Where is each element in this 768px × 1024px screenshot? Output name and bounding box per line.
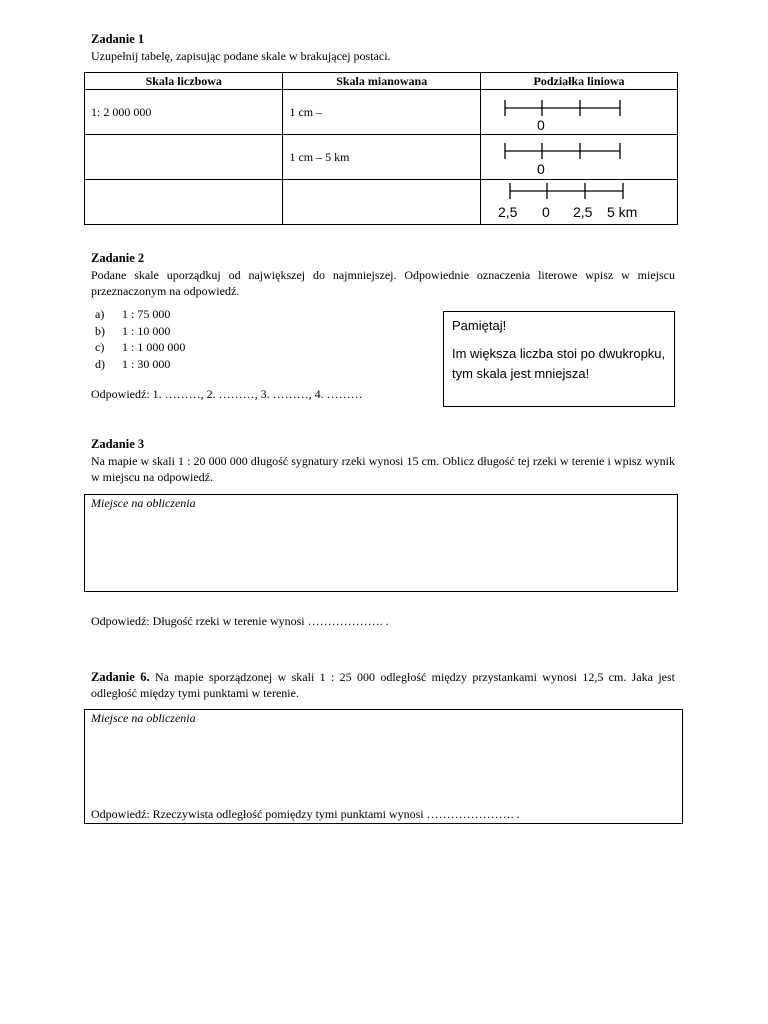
reminder-text: Im większa liczba stoi po dwukropku, tym skala jest mniejsza! [452,346,666,381]
linear-scale-bar [481,180,677,224]
calculation-area-label: Miejsce na obliczenia [91,496,196,510]
task3-instruction: Na mapie w skali 1 : 20 000 000 długość sygnatury rzeki wynosi 15 cm. Oblicz długość tej rzeki w terenie i wpisz wynik w miejscu na odpowiedź. [91,454,675,484]
task3-title: Zadanie 3 [91,437,145,451]
task2-answer[interactable]: Odpowiedź: 1. ………, 2. ………, 3. ………, 4. ……… [91,387,363,401]
cell-named[interactable]: 1 cm – 5 km [283,135,481,180]
scale-label: 2,5 [572,204,593,220]
table-row [85,135,678,180]
calculation-area[interactable] [84,494,678,592]
table-row [85,90,678,135]
reminder-title: Pamiętaj! [452,318,507,333]
header-numeric-scale: Skala liczbowa [85,73,283,90]
task1-title: Zadanie 1 [91,32,145,46]
linear-scale-bar [481,90,677,134]
task2-title: Zadanie 2 [91,251,145,265]
list-item: a) 1 : 75 000 [95,307,171,321]
cell-named[interactable] [283,180,481,225]
task2-options [95,306,185,372]
header-linear-scale: Podziałka liniowa [480,73,677,90]
scale-label: 0 [536,161,545,177]
reminder-box [443,311,675,407]
task6-text [91,669,675,701]
task2-instruction: Podane skale uporządkuj od największej do najmniejszej. Odpowiednie oznaczenia literowe wpisz w miejscu przeznaczonym na odpowiedź. [91,268,675,298]
task3-answer[interactable]: Odpowiedź: Długość rzeki w terenie wynosi ………………. . [91,614,389,628]
scale-table [84,72,678,225]
cell-numeric[interactable]: 1: 2 000 000 [85,90,283,135]
list-item: c) 1 : 1 000 000 [95,340,186,354]
scale-label: 0 [536,117,545,133]
task6-instruction: Na mapie sporządzonej w skali 1 : 25 000 odległość między przystankami wynosi 12,5 cm. Jaka jest odległość między tymi punktami w terenie. [91,670,675,700]
scale-label: 5 km [606,204,638,220]
task6-answer[interactable]: Odpowiedź: Rzeczywista odległość pomiędzy tymi punktami wynosi …………………. . [91,807,520,821]
task6-title: Zadanie 6. [91,670,150,684]
task1-instruction: Uzupełnij tabelę, zapisując podane skale w brakującej postaci. [91,49,391,63]
cell-linear-scale [480,135,677,180]
calculation-area[interactable] [84,709,683,824]
list-item: d) 1 : 30 000 [95,356,171,371]
linear-scale-bar [481,135,677,179]
cell-linear-scale [480,180,677,225]
calculation-area-label: Miejsce na obliczenia [91,711,196,725]
cell-numeric[interactable] [85,180,283,225]
cell-named[interactable]: 1 cm – [283,90,481,135]
scale-label: 0 [541,204,550,220]
list-item: b) 1 : 10 000 [95,323,171,338]
table-row [85,180,678,225]
header-named-scale: Skala mianowana [283,73,481,90]
cell-numeric[interactable] [85,135,283,180]
scale-label: 2,5 [497,204,518,220]
cell-linear-scale [480,90,677,135]
